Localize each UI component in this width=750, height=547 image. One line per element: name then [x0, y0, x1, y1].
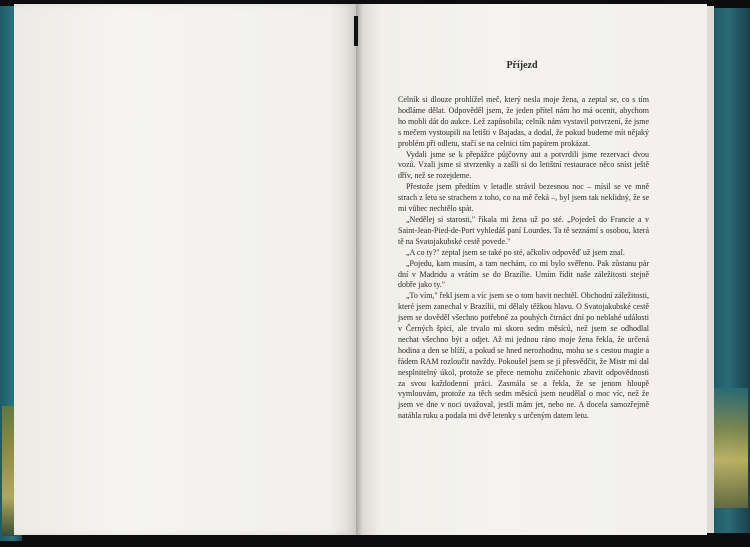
book-gutter — [356, 4, 362, 535]
paragraph: „Pojedu, kam musím, a tam nechám, co mi bylo svěřeno. Pak zůstanu pár dní v Madridu a vrátím se do Brazílie. Umím řídit naše záležitosti stejně dobře jako ty." — [398, 258, 649, 290]
left-page-blank — [14, 4, 358, 535]
paragraph: „A co ty?" zeptal jsem se také po sté, ačkoliv odpověď už jsem znal. — [406, 247, 625, 257]
paragraph: „Nedělej si starosti," říkala mi žena už po sté. „Pojedeš do Francie a v Saint-Jean-Pied-de-Port vyhledáš paní Lourdes. Ta tě seznámí s osobou, která tě na Svatojakubské cestě povede." — [398, 214, 649, 246]
paragraph: Vydali jsme se k přepážce půjčovny aut a potvrdili jsme rezervaci dvou vozů. Vzali jsme si stvrzenky a zašli si do letištní restaurace něco sníst ještě dřív, než se rozejdeme. — [398, 149, 649, 181]
body-text — [398, 95, 649, 422]
chapter-title: Příjezd — [506, 60, 538, 71]
bookmark-ribbon — [354, 16, 358, 46]
paragraph: Přestože jsem předtím v letadle strávil bezesnou noc – mísil se ve mně strach z letu se strachem z toho, co na mě čeká –, byl jsem tak neklidný, že se mi vůbec nechtělo spát. — [398, 182, 649, 214]
paragraph: Celník si dlouze prohlížel meč, který nesla moje žena, a zeptal se, co s tím hodláme dělat. Odpověděl jsem, že jeden přítel nám ho má ocenit, abychom ho mohli dát do aukce. Lež zapůsobila; celník nám vystavil potvrzení, že jsme s mečem vystoupili na letišti v Bajadas, a dodal, že pokud budeme mít nějaký problém při odletu, stačí se na celnici tím papírem prokázat. — [398, 95, 649, 148]
cover-illustration-right — [710, 388, 748, 508]
paragraph: „To vím," řekl jsem a víc jsem se o tom bavit nechtěl. Obchodní záležitosti, které jsem zanechal v Brazílii, mi dělaly těžkou hlavu. O Svatojakubské cestě jsem se dověděl všechno potřebné za pouhých čtrnáct dní po neblahé události v Černých špicí, ale trvalo mi skoro sedm měsíců, než jsem se odhodlal nechat všechno být a odjet. Až mi jednou ráno moje žena řekla, že určená hodina a den se blíží, a pokud se hned nerozhodnu, mohu se s cestou magie a řádem RAM rozloučit navždy. Pokoušel jsem se jí přesvědčit, že Mistr mi dal nesplnitelný úkol, protože se přece nemohu zničehonic zbavit odpovědnosti za svou každodenní práci. Zasmála se a řekla, že se jenom hloupě vymlouvám, protože za těch sedm měsíců jsem neudělal o moc víc, než že jsem ve dne v noci uvažoval, jestli mám jet, nebo ne. A docela samozřejmě natáhla ruku a podala mi dvě letenky s určeným datem letu. — [398, 291, 649, 421]
